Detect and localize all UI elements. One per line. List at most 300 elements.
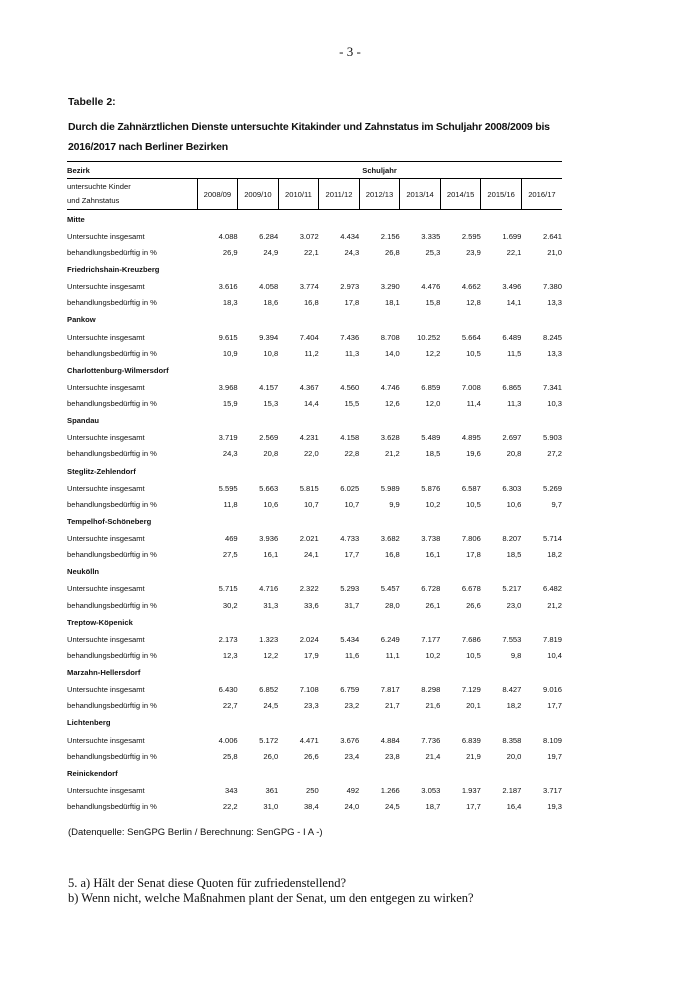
row-label: behandlungsbedürftig in % <box>67 550 157 560</box>
row-label: behandlungsbedürftig in % <box>67 701 157 711</box>
empty-cell <box>278 764 319 782</box>
value-cell: 20,0 <box>506 751 522 761</box>
row-label: behandlungsbedürftig in % <box>67 600 157 610</box>
empty-cell <box>359 462 400 480</box>
empty-cell <box>238 462 279 480</box>
value-cell: 24,1 <box>303 550 319 560</box>
empty-cell <box>400 664 441 682</box>
table-row <box>67 647 562 663</box>
empty-cell <box>521 412 562 430</box>
empty-cell <box>319 613 360 631</box>
district-name: Pankow <box>67 315 96 325</box>
value-cell: 6.025 <box>340 483 360 493</box>
empty-cell <box>521 613 562 631</box>
value-cell: 7.736 <box>421 735 441 745</box>
value-cell: 24,9 <box>263 247 279 257</box>
value-cell: 23,3 <box>303 701 319 711</box>
empty-cell <box>521 714 562 732</box>
empty-cell <box>440 563 481 581</box>
row-label: Untersuchte insgesamt <box>67 634 145 644</box>
empty-cell <box>197 563 238 581</box>
value-cell: 9,8 <box>510 650 522 660</box>
empty-cell <box>481 311 522 329</box>
value-cell: 1.937 <box>461 785 481 795</box>
value-cell: 25,3 <box>425 247 441 257</box>
value-cell: 10,4 <box>547 650 562 660</box>
value-cell: 2.697 <box>502 433 522 443</box>
value-cell: 8.358 <box>502 735 522 745</box>
table-row <box>67 631 562 647</box>
dental-status-table <box>67 161 562 815</box>
row-label: Untersuchte insgesamt <box>67 584 145 594</box>
value-cell: 4.895 <box>461 433 481 443</box>
value-cell: 17,7 <box>344 550 360 560</box>
year-header: 2008/09 <box>197 179 238 210</box>
value-cell: 343 <box>224 785 238 795</box>
question-block <box>68 876 474 906</box>
value-cell: 11,3 <box>345 348 360 358</box>
value-cell: 6.284 <box>259 231 279 241</box>
value-cell: 22,2 <box>222 802 238 812</box>
year-header: 2013/14 <box>400 179 441 210</box>
value-cell: 10,2 <box>425 650 441 660</box>
value-cell: 3.072 <box>299 231 319 241</box>
empty-cell <box>238 361 279 379</box>
value-cell: 8.109 <box>542 735 562 745</box>
value-cell: 20,8 <box>263 449 279 459</box>
empty-cell <box>521 664 562 682</box>
value-cell: 5.663 <box>259 483 279 493</box>
source-note: (Datenquelle: SenGPG Berlin / Berechnung: SenGPG - I A -) <box>68 827 323 838</box>
empty-cell <box>440 613 481 631</box>
district-name: Friedrichshain-Kreuzberg <box>67 265 160 275</box>
value-cell: 4.088 <box>218 231 238 241</box>
empty-cell <box>440 210 481 229</box>
value-cell: 2.973 <box>340 282 360 292</box>
value-cell: 11,5 <box>507 348 522 358</box>
value-cell: 24,5 <box>385 802 400 812</box>
row-label: behandlungsbedürftig in % <box>67 650 157 660</box>
value-cell: 17,8 <box>344 298 360 308</box>
district-name: Treptow-Köpenick <box>67 617 133 627</box>
value-cell: 8.245 <box>542 332 562 342</box>
value-cell: 6.859 <box>421 382 441 392</box>
value-cell: 8.427 <box>502 685 522 695</box>
empty-cell <box>197 311 238 329</box>
value-cell: 1.699 <box>502 231 522 241</box>
value-cell: 4.158 <box>340 433 360 443</box>
value-cell: 2.187 <box>502 785 522 795</box>
value-cell: 4.884 <box>380 735 400 745</box>
value-cell: 9,7 <box>551 499 562 509</box>
empty-cell <box>278 261 319 279</box>
empty-cell <box>197 613 238 631</box>
empty-cell <box>238 412 279 430</box>
table-row <box>67 480 562 496</box>
table-row <box>67 345 562 361</box>
row-label: Untersuchte insgesamt <box>67 332 145 342</box>
value-cell: 21,4 <box>425 751 441 761</box>
value-cell: 3.936 <box>259 534 279 544</box>
value-cell: 22,8 <box>344 449 360 459</box>
empty-cell <box>238 512 279 530</box>
value-cell: 6.852 <box>259 685 279 695</box>
empty-cell <box>359 714 400 732</box>
value-cell: 11,3 <box>507 399 522 409</box>
value-cell: 18,2 <box>506 701 522 711</box>
value-cell: 3.290 <box>380 282 400 292</box>
value-cell: 12,2 <box>425 348 441 358</box>
empty-cell <box>319 361 360 379</box>
value-cell: 10,8 <box>263 348 279 358</box>
value-cell: 3.774 <box>299 282 319 292</box>
empty-cell <box>319 210 360 229</box>
value-cell: 21,6 <box>425 701 441 711</box>
value-cell: 14,1 <box>506 298 522 308</box>
year-header: 2016/17 <box>521 179 562 210</box>
empty-cell <box>400 412 441 430</box>
value-cell: 18,7 <box>425 802 441 812</box>
table-row <box>67 547 562 563</box>
value-cell: 27,2 <box>547 449 562 459</box>
value-cell: 2.024 <box>299 634 319 644</box>
empty-cell <box>197 462 238 480</box>
value-cell: 11,2 <box>304 348 319 358</box>
value-cell: 6.482 <box>542 584 562 594</box>
value-cell: 31,0 <box>263 802 279 812</box>
value-cell: 7.341 <box>542 382 562 392</box>
value-cell: 5.293 <box>340 584 360 594</box>
empty-cell <box>481 714 522 732</box>
value-cell: 4.716 <box>259 584 279 594</box>
value-cell: 5.714 <box>542 534 562 544</box>
empty-cell <box>400 361 441 379</box>
empty-cell <box>319 412 360 430</box>
row-label: behandlungsbedürftig in % <box>67 348 157 358</box>
value-cell: 7.177 <box>421 634 441 644</box>
value-cell: 7.436 <box>340 332 360 342</box>
value-cell: 3.496 <box>502 282 522 292</box>
value-cell: 3.738 <box>421 534 441 544</box>
empty-cell <box>521 462 562 480</box>
empty-cell <box>319 512 360 530</box>
value-cell: 6.303 <box>502 483 522 493</box>
value-cell: 5.217 <box>502 584 522 594</box>
empty-cell <box>440 512 481 530</box>
value-cell: 11,6 <box>345 650 360 660</box>
empty-cell <box>319 714 360 732</box>
empty-cell <box>521 764 562 782</box>
value-cell: 12,3 <box>222 650 238 660</box>
empty-cell <box>278 563 319 581</box>
empty-cell <box>278 361 319 379</box>
table-row <box>67 698 562 714</box>
row-label: behandlungsbedürftig in % <box>67 751 157 761</box>
value-cell: 15,8 <box>425 298 441 308</box>
empty-cell <box>481 462 522 480</box>
empty-cell <box>278 714 319 732</box>
empty-cell <box>238 563 279 581</box>
empty-cell <box>359 664 400 682</box>
value-cell: 22,7 <box>222 701 238 711</box>
page-number: - 3 - <box>339 44 361 59</box>
empty-cell <box>521 311 562 329</box>
empty-cell <box>238 261 279 279</box>
value-cell: 5.815 <box>299 483 319 493</box>
empty-cell <box>238 311 279 329</box>
value-cell: 17,8 <box>466 550 481 560</box>
value-cell: 17,7 <box>547 701 562 711</box>
value-cell: 16,4 <box>506 802 522 812</box>
empty-cell <box>359 613 400 631</box>
year-header: 2012/13 <box>359 179 400 210</box>
value-cell: 3.682 <box>380 534 400 544</box>
empty-cell <box>319 261 360 279</box>
district-name: Marzahn-Hellersdorf <box>67 668 141 678</box>
table-caption-label: Tabelle 2: <box>68 96 116 108</box>
empty-cell <box>197 361 238 379</box>
value-cell: 13,3 <box>547 348 562 358</box>
value-cell: 10,9 <box>222 348 238 358</box>
empty-cell <box>400 462 441 480</box>
empty-cell <box>278 311 319 329</box>
value-cell: 4.471 <box>299 735 319 745</box>
empty-cell <box>238 664 279 682</box>
value-cell: 5.172 <box>259 735 279 745</box>
table-row <box>67 295 562 311</box>
value-cell: 21,2 <box>547 600 562 610</box>
district-name: Mitte <box>67 214 85 224</box>
empty-cell <box>521 361 562 379</box>
value-cell: 33,6 <box>303 600 319 610</box>
empty-cell <box>481 412 522 430</box>
empty-cell <box>359 361 400 379</box>
table-row <box>67 396 562 412</box>
empty-cell <box>359 563 400 581</box>
table-row <box>67 799 562 815</box>
table-row <box>67 597 562 613</box>
value-cell: 10,3 <box>547 399 562 409</box>
value-cell: 9,9 <box>389 499 400 509</box>
year-header: 2009/10 <box>238 179 279 210</box>
empty-cell <box>400 210 441 229</box>
row-label: Untersuchte insgesamt <box>67 735 145 745</box>
value-cell: 18,2 <box>547 550 562 560</box>
value-cell: 11,4 <box>466 399 481 409</box>
row-label: behandlungsbedürftig in % <box>67 298 157 308</box>
value-cell: 3.335 <box>421 231 441 241</box>
empty-cell <box>400 764 441 782</box>
year-header: 2011/12 <box>319 179 360 210</box>
empty-cell <box>238 714 279 732</box>
value-cell: 18,5 <box>425 449 441 459</box>
question-line-a: 5. a) Hält der Senat diese Quoten für zufriedenstellend? <box>68 876 347 890</box>
empty-cell <box>400 613 441 631</box>
empty-cell <box>278 664 319 682</box>
table-row <box>67 748 562 764</box>
header-schuljahr: Schuljahr <box>197 162 562 179</box>
row-label: Untersuchte insgesamt <box>67 231 145 241</box>
value-cell: 18,5 <box>506 550 522 560</box>
value-cell: 2.595 <box>461 231 481 241</box>
empty-cell <box>521 512 562 530</box>
table-body <box>67 210 562 815</box>
row-label: Untersuchte insgesamt <box>67 382 145 392</box>
table-row <box>67 581 562 597</box>
value-cell: 17,7 <box>466 802 481 812</box>
table-row <box>67 244 562 260</box>
value-cell: 6.249 <box>380 634 400 644</box>
value-cell: 6.839 <box>461 735 481 745</box>
row-label: behandlungsbedürftig in % <box>67 499 157 509</box>
value-cell: 250 <box>306 785 319 795</box>
value-cell: 4.662 <box>461 282 481 292</box>
value-cell: 26,6 <box>303 751 319 761</box>
empty-cell <box>481 613 522 631</box>
value-cell: 6.865 <box>502 382 522 392</box>
district-name: Lichtenberg <box>67 718 111 728</box>
table-row <box>67 496 562 512</box>
year-header: 2015/16 <box>481 179 522 210</box>
row-label: Untersuchte insgesamt <box>67 534 145 544</box>
value-cell: 26,0 <box>263 751 279 761</box>
value-cell: 18,3 <box>222 298 238 308</box>
value-cell: 23,4 <box>344 751 360 761</box>
district-name: Neukölln <box>67 567 100 577</box>
row-label: Untersuchte insgesamt <box>67 685 145 695</box>
header-bezirk: Bezirk <box>67 162 197 179</box>
value-cell: 16,8 <box>385 550 400 560</box>
empty-cell <box>319 462 360 480</box>
value-cell: 361 <box>265 785 279 795</box>
empty-cell <box>278 210 319 229</box>
value-cell: 21,0 <box>547 247 562 257</box>
value-cell: 10.252 <box>417 332 441 342</box>
value-cell: 4.746 <box>380 382 400 392</box>
value-cell: 30,2 <box>222 600 238 610</box>
value-cell: 7.819 <box>542 634 562 644</box>
value-cell: 4.157 <box>259 382 279 392</box>
value-cell: 24,5 <box>263 701 279 711</box>
year-header: 2010/11 <box>278 179 319 210</box>
value-cell: 5.489 <box>421 433 441 443</box>
value-cell: 3.719 <box>218 433 238 443</box>
table-row <box>67 279 562 295</box>
question-line-b: b) Wenn nicht, welche Maßnahmen plant der Senat, um den entgegen zu wirken? <box>68 891 474 905</box>
row-label: Untersuchte insgesamt <box>67 483 145 493</box>
value-cell: 6.728 <box>421 584 441 594</box>
value-cell: 24,0 <box>344 802 360 812</box>
value-cell: 24,3 <box>222 449 238 459</box>
value-cell: 27,5 <box>222 550 238 560</box>
value-cell: 3.968 <box>218 382 238 392</box>
empty-cell <box>197 412 238 430</box>
empty-cell <box>481 664 522 682</box>
value-cell: 10,6 <box>506 499 522 509</box>
value-cell: 21,2 <box>385 449 400 459</box>
value-cell: 14,0 <box>385 348 400 358</box>
value-cell: 8.708 <box>380 332 400 342</box>
value-cell: 9.615 <box>218 332 238 342</box>
value-cell: 11,8 <box>223 499 238 509</box>
value-cell: 5.595 <box>218 483 238 493</box>
value-cell: 15,5 <box>344 399 360 409</box>
value-cell: 7.108 <box>299 685 319 695</box>
value-cell: 7.553 <box>502 634 522 644</box>
empty-cell <box>440 764 481 782</box>
value-cell: 21,7 <box>385 701 400 711</box>
value-cell: 3.616 <box>218 282 238 292</box>
value-cell: 11,1 <box>385 650 400 660</box>
empty-cell <box>400 261 441 279</box>
empty-cell <box>440 412 481 430</box>
empty-cell <box>238 613 279 631</box>
year-header: 2014/15 <box>440 179 481 210</box>
value-cell: 19,7 <box>547 751 562 761</box>
value-cell: 10,6 <box>263 499 279 509</box>
value-cell: 23,2 <box>344 701 360 711</box>
empty-cell <box>359 210 400 229</box>
empty-cell <box>359 764 400 782</box>
value-cell: 16,1 <box>263 550 279 560</box>
value-cell: 9.016 <box>542 685 562 695</box>
value-cell: 5.876 <box>421 483 441 493</box>
empty-cell <box>278 512 319 530</box>
value-cell: 7.686 <box>461 634 481 644</box>
table-row <box>67 329 562 345</box>
district-name: Reinickendorf <box>67 768 118 778</box>
value-cell: 14,4 <box>303 399 319 409</box>
row-label: behandlungsbedürftig in % <box>67 802 157 812</box>
value-cell: 6.759 <box>340 685 360 695</box>
empty-cell <box>319 563 360 581</box>
empty-cell <box>238 764 279 782</box>
value-cell: 7.129 <box>461 685 481 695</box>
value-cell: 8.207 <box>502 534 522 544</box>
value-cell: 6.430 <box>218 685 238 695</box>
value-cell: 23,9 <box>466 247 481 257</box>
empty-cell <box>400 512 441 530</box>
value-cell: 10,5 <box>466 650 481 660</box>
value-cell: 4.231 <box>299 433 319 443</box>
value-cell: 20,8 <box>506 449 522 459</box>
value-cell: 22,1 <box>506 247 522 257</box>
value-cell: 26,8 <box>385 247 400 257</box>
value-cell: 26,9 <box>222 247 238 257</box>
value-cell: 12,2 <box>263 650 279 660</box>
value-cell: 6.489 <box>502 332 522 342</box>
empty-cell <box>481 210 522 229</box>
value-cell: 26,6 <box>466 600 481 610</box>
empty-cell <box>197 512 238 530</box>
empty-cell <box>197 764 238 782</box>
empty-cell <box>197 261 238 279</box>
value-cell: 4.006 <box>218 735 238 745</box>
value-cell: 7.817 <box>380 685 400 695</box>
value-cell: 469 <box>224 534 238 544</box>
table-row <box>67 682 562 698</box>
value-cell: 3.717 <box>542 785 562 795</box>
value-cell: 28,0 <box>385 600 400 610</box>
value-cell: 9.394 <box>259 332 279 342</box>
value-cell: 22,1 <box>303 247 319 257</box>
header-sublabel-2: und Zahnstatus <box>67 196 120 206</box>
value-cell: 5.457 <box>380 584 400 594</box>
value-cell: 10,5 <box>466 348 481 358</box>
value-cell: 7.380 <box>542 282 562 292</box>
value-cell: 25,8 <box>222 751 238 761</box>
value-cell: 4.476 <box>421 282 441 292</box>
